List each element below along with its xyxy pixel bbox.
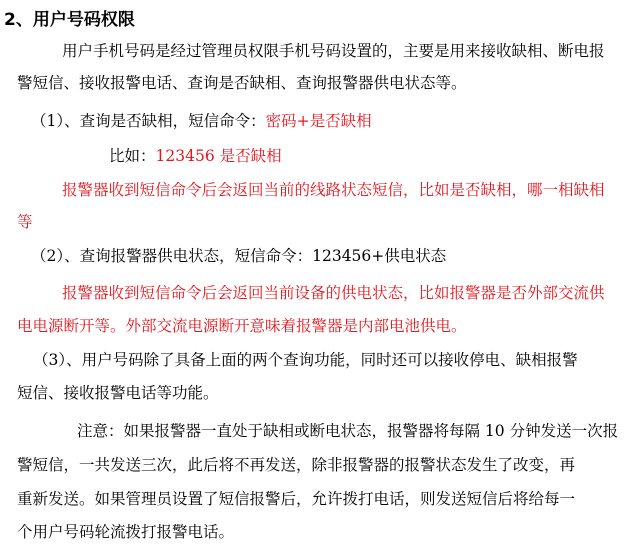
section-heading: 2、用户号码权限 — [4, 10, 135, 30]
note-line-3: 重新发送。如果管理员设置了短信报警后，允许拨打电话，则发送短信后将给每一 — [17, 490, 576, 508]
intro-line-2: 警短信、接收报警电话、查询是否缺相、查询报警器供电状态等。 — [17, 74, 467, 92]
item2-line: （2）、查询报警器供电状态，短信命令：123456+供电状态 — [31, 247, 447, 265]
example-command: 123456 是否缺相 — [155, 147, 282, 165]
item1-label: （1）、查询是否缺相，短信命令： — [31, 112, 266, 130]
item1-note-line-1: 报警器收到短信命令后会返回当前的线路状态短信，比如是否缺相，哪一相缺相 — [62, 181, 605, 199]
item2-note-line-2: 电电源断开等。外部交流电源断开意味着报警器是内部电池供电。 — [17, 317, 467, 335]
item3-line-1: （3）、用户号码除了具备上面的两个查询功能，同时还可以接收停电、缺相报警 — [33, 351, 578, 369]
note-line-2: 警短信，一共发送三次，此后将不再发送，除非报警器的报警状态发生了改变，再 — [17, 456, 576, 474]
item1-note-line-2: 等 — [17, 213, 33, 231]
item2-note-line-1: 报警器收到短信命令后会返回当前设备的供电状态，比如报警器是否外部交流供 — [62, 284, 605, 302]
note-line-4: 个用户号码轮流拨打报警电话。 — [17, 523, 235, 541]
item1-line — [31, 111, 372, 131]
intro-line-1: 用户手机号码是经过管理员权限手机号码设置的，主要是用来接收缺相、断电报 — [62, 42, 605, 60]
note-line-1: 注意：如果报警器一直处于缺相或断电状态，报警器将每隔 10 分钟发送一次报 — [77, 422, 619, 440]
item3-line-2: 短信、接收报警电话等功能。 — [17, 384, 219, 402]
example-label: 比如： — [109, 147, 156, 165]
example-line — [109, 146, 282, 166]
item1-command: 密码+是否缺相 — [265, 112, 372, 130]
